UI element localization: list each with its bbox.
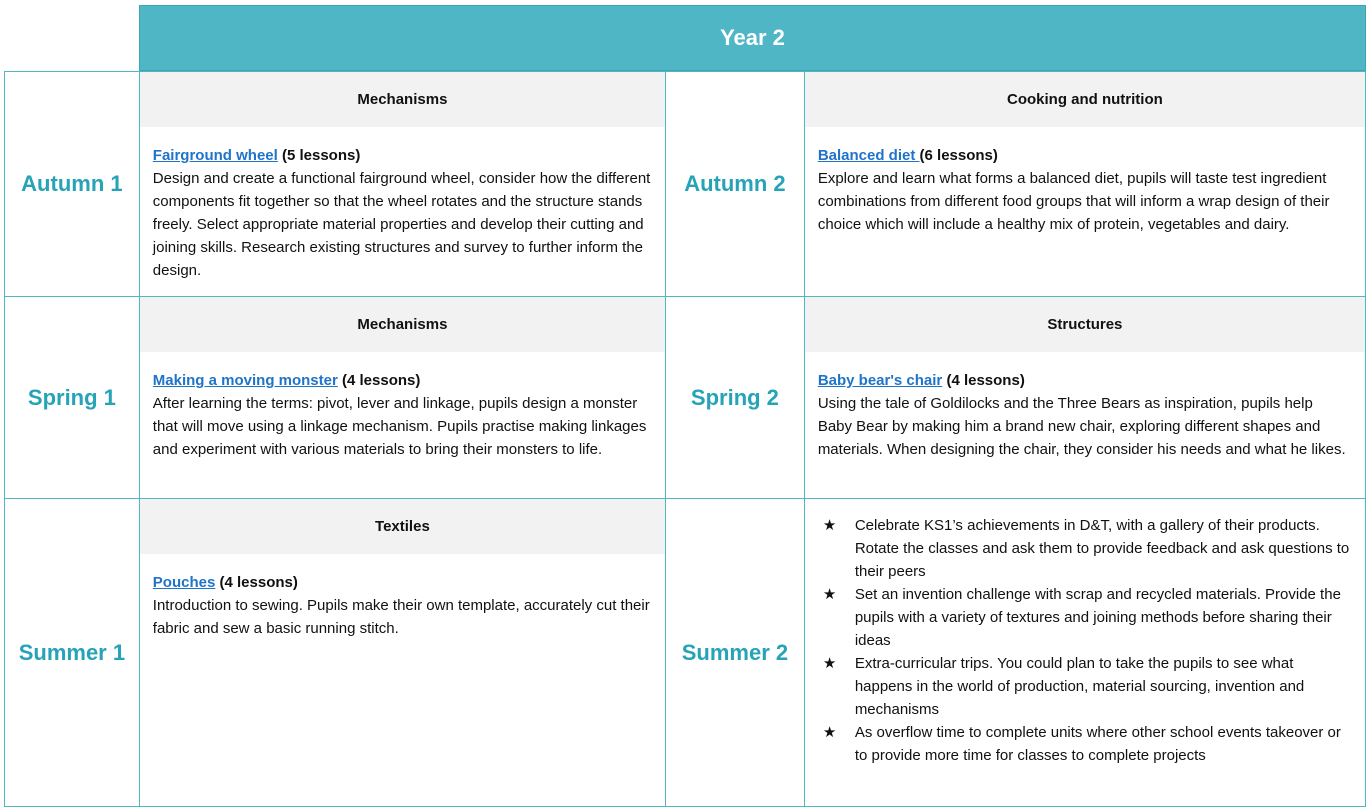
unit-cell xyxy=(140,499,666,806)
topic-heading: Textiles xyxy=(140,499,665,554)
unit-body xyxy=(140,554,665,640)
unit-body xyxy=(140,352,665,461)
unit-cell xyxy=(140,297,666,498)
topic-heading: Cooking and nutrition xyxy=(805,72,1365,127)
unit-body xyxy=(805,127,1365,236)
topic-heading: Mechanisms xyxy=(140,297,665,352)
term-row-summer xyxy=(5,499,1365,806)
star-icon: ★ xyxy=(822,655,837,672)
term-row-spring xyxy=(5,297,1365,499)
unit-description: Using the tale of Goldilocks and the Three Bears as inspiration, pupils help Baby Bear by making him a brand new chair, exploring different shapes and materials. When designing the chair, they consider his needs and what he likes. xyxy=(817,395,1346,458)
unit-link[interactable]: Making a moving monster xyxy=(152,372,338,389)
list-item xyxy=(823,652,1351,721)
unit-description: Design and create a functional fairground wheel, consider how the different components fit together so that the wheel rotates and the structure stands freely. Select appropriate material properties and develop their cutting and joining skills. Research existing structures and survey to further inform the design. xyxy=(152,170,651,279)
lesson-count: (4 lessons) xyxy=(942,372,1025,389)
star-icon: ★ xyxy=(822,586,837,603)
term-label: Spring 1 xyxy=(5,297,140,498)
activity-text: Set an invention challenge with scrap and recycled materials. Provide the pupils with a variety of textures and joining methods before sharing their ideas xyxy=(854,586,1341,649)
lesson-count: (6 lessons) xyxy=(919,147,998,164)
unit-cell xyxy=(805,72,1365,296)
topic-heading: Structures xyxy=(805,297,1365,352)
activity-text: Celebrate KS1’s achievements in D&T, with a gallery of their products. Rotate the classes and ask them to provide feedback and ask questions to their peers xyxy=(854,517,1350,580)
list-item xyxy=(823,583,1351,652)
term-label: Summer 1 xyxy=(5,499,140,806)
topic-heading: Mechanisms xyxy=(140,72,665,127)
unit-description: Explore and learn what forms a balanced diet, pupils will taste test ingredient combinations from different food groups that will inform a wrap design of their choice which will include a healthy mix of protein, vegetables and dairy. xyxy=(817,170,1330,233)
term-label: Spring 2 xyxy=(666,297,805,498)
lesson-count: (4 lessons) xyxy=(215,574,298,591)
unit-link[interactable]: Balanced diet xyxy=(817,147,920,164)
lesson-count: (4 lessons) xyxy=(337,372,421,389)
unit-link[interactable]: Baby bear's chair xyxy=(817,372,943,389)
year-title: Year 2 xyxy=(139,5,1366,71)
unit-link[interactable]: Fairground wheel xyxy=(152,147,278,164)
unit-cell xyxy=(140,72,666,296)
star-icon: ★ xyxy=(822,517,837,534)
list-item xyxy=(823,514,1351,583)
curriculum-grid xyxy=(4,71,1366,807)
unit-description: After learning the terms: pivot, lever and linkage, pupils design a monster that will move using a linkage mechanism. Pupils practise making linkages and experiment with various materials to bring their monsters to life. xyxy=(152,395,647,458)
activity-text: As overflow time to complete units where other school events takeover or to provide more time for classes to complete projects xyxy=(854,724,1341,764)
lesson-count: (5 lessons) xyxy=(277,147,361,164)
unit-link[interactable]: Pouches xyxy=(152,574,216,591)
unit-body xyxy=(140,127,665,282)
unit-body xyxy=(805,352,1365,461)
term-label: Summer 2 xyxy=(666,499,805,806)
unit-description: Introduction to sewing. Pupils make their own template, accurately cut their fabric and sew a basic running stitch. xyxy=(152,597,650,637)
list-item xyxy=(823,721,1351,767)
term-label: Autumn 2 xyxy=(666,72,805,296)
star-icon: ★ xyxy=(822,724,837,741)
activity-list xyxy=(805,499,1365,767)
activity-text: Extra-curricular trips. You could plan to take the pupils to see what happens in the world of production, material sourcing, invention and mechanisms xyxy=(854,655,1305,718)
unit-cell xyxy=(805,297,1365,498)
activities-cell xyxy=(805,499,1365,806)
term-label: Autumn 1 xyxy=(5,72,140,296)
term-row-autumn xyxy=(5,72,1365,297)
